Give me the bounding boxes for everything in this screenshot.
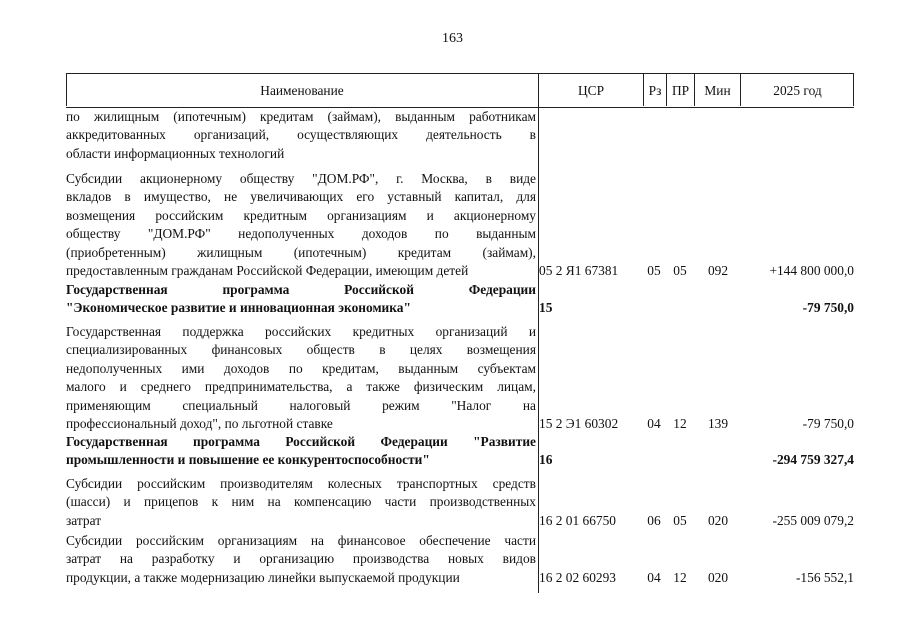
column-divider [740,73,741,106]
row-csr: 05 2 Я1 67381 [539,263,619,278]
row-rz: 05 [647,263,661,278]
row-csr: 16 [539,452,553,467]
row-csr: 16 2 02 60293 [539,570,616,585]
row-name-line: (шасси) и прицепов к ним на компенсацию части производственных [66,494,536,510]
row-amount: -294 759 327,4 [772,452,854,467]
page-number: 163 [442,31,463,46]
row-name-line: промышленности и повышение ее конкурентоспособности" [66,452,430,468]
row-min: 139 [707,416,729,431]
budget-table [66,73,854,593]
row-name-line: Государственная программа Российской Федерации "Развитие [66,434,536,449]
header-rz: Рз [648,83,662,98]
row-name-line: "Экономическое развитие и инновационная экономика" [66,300,411,316]
row-name-line: вкладов в имущество, не увеличивающих его уставный капитал, для [66,189,536,205]
row-name [66,433,536,470]
row-name [66,475,536,530]
row-amount: -79 750,0 [802,300,854,315]
table-header [66,73,854,108]
row-rz: 06 [647,513,661,528]
row-csr: 16 2 01 66750 [539,513,616,528]
row-amount: -156 552,1 [795,570,854,585]
row-csr: 15 2 Э1 60302 [539,416,619,431]
row-csr: 15 [539,300,553,315]
row-name-line: недополученных ими доходов по кредитам, выданным субъектам [66,360,536,376]
row-name [66,532,536,587]
row-name-line: (приобретенным) жилищным (ипотечным) кредитам (займам), [66,244,536,260]
header-pr: ПР [671,83,690,98]
row-name-line: затрат на разработку и организацию производства новых видов [66,551,536,567]
row-name-line: специализированных финансовых обществ в целях возмещения [66,342,536,358]
row-pr: 12 [673,416,687,431]
table-border-left [66,73,67,106]
row-name-line: профессиональный доход", по льготной ставке [66,416,333,432]
row-name-line: аккредитованных организаций, осуществляющих деятельность в [66,127,536,143]
column-divider [666,73,667,106]
row-name-line: затрат [66,512,102,528]
row-min: 020 [707,570,729,585]
row-pr: 05 [673,513,687,528]
row-name-line: Субсидии российским производителям колесных транспортных средств [66,476,536,491]
header-name: Наименование [260,83,344,98]
row-amount: -255 009 079,2 [772,513,854,528]
row-rz: 04 [647,570,661,585]
row-name-line: продукции, а также модернизацию линейки выпускаемой продукции [66,569,460,585]
row-name-line: Субсидии акционерному обществу "ДОМ.РФ", г. Москва, в виде [66,171,536,186]
row-name-line: области информационных технологий [66,145,285,161]
header-csr: ЦСР [577,83,605,98]
row-name-line: применяющим специальный налоговый режим "Налог на [66,397,536,413]
row-rz: 04 [647,416,661,431]
header-year: 2025 год [773,83,822,98]
row-name [66,108,536,163]
row-name [66,170,536,280]
row-name [66,323,536,433]
row-name-line: Субсидии российским организациям на финансовое обеспечение части [66,533,536,548]
row-pr: 05 [673,263,687,278]
header-min: Мин [704,83,731,98]
column-divider [694,73,695,106]
row-name [66,281,536,318]
row-name-line: малого и среднего предпринимательства, а также физическим лицам, [66,379,536,395]
row-amount: +144 800 000,0 [769,263,854,278]
row-pr: 12 [673,570,687,585]
row-min: 020 [707,513,729,528]
table-border-right [853,73,854,106]
row-name-line: возмещения российским кредитным организациям и акционерному [66,207,536,223]
row-amount: -79 750,0 [802,416,854,431]
row-name-line: по жилищным (ипотечным) кредитам (займам), выданным работникам [66,109,536,124]
row-name-line: обществу "ДОМ.РФ" недополученных доходов по выданным [66,226,536,242]
row-min: 092 [707,263,729,278]
row-name-line: Государственная программа Российской Федерации [66,282,536,297]
row-name-line: предоставленным гражданам Российской Федерации, имеющим детей [66,263,469,279]
column-divider [643,73,644,106]
row-name-line: Государственная поддержка российских кредитных организаций и [66,324,536,339]
